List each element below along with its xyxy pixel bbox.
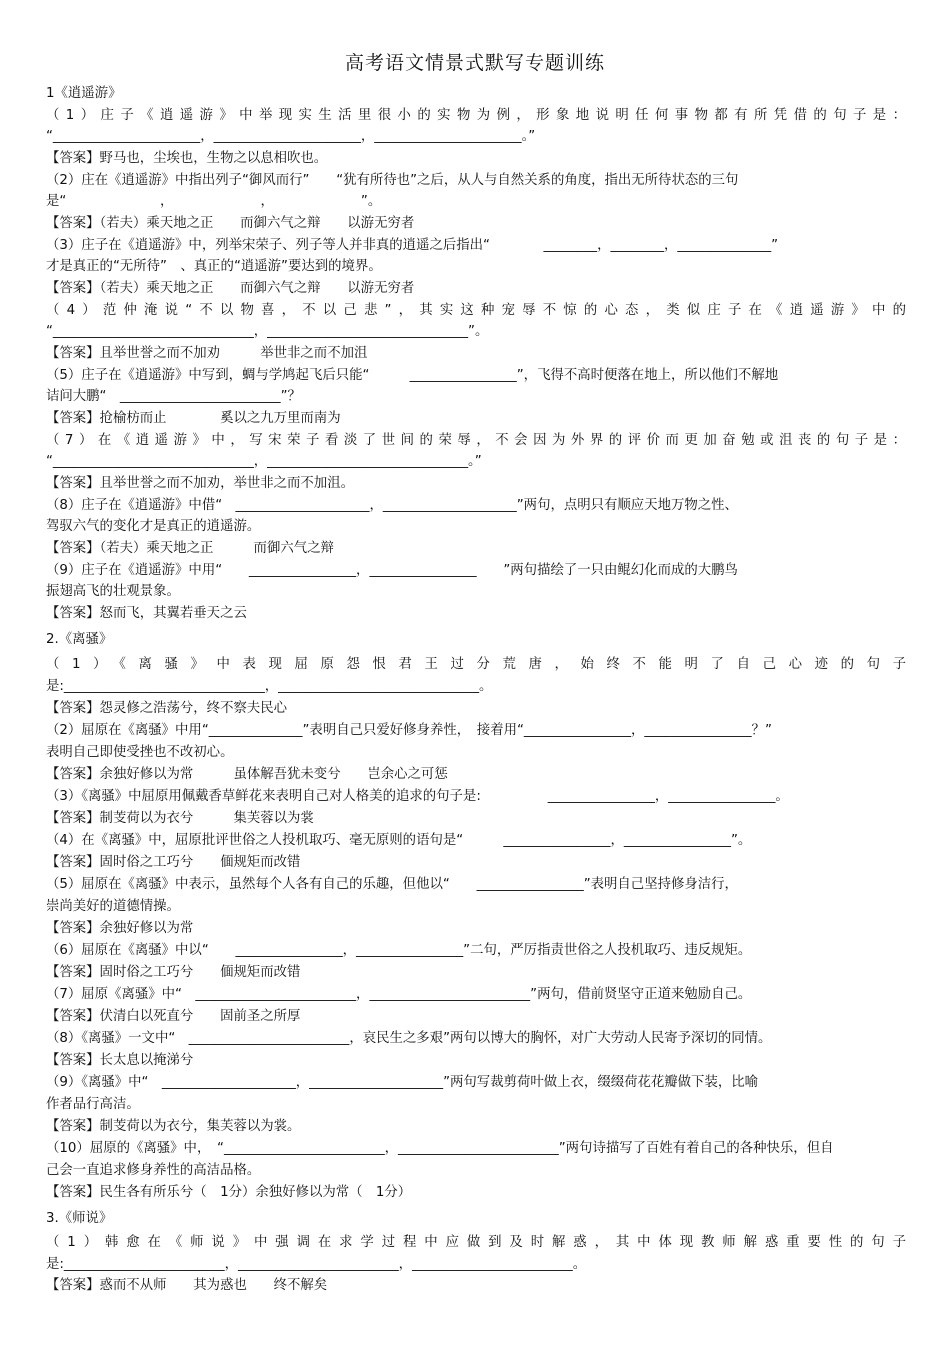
question-line: “______________________________，______________________________。” xyxy=(46,454,482,469)
question-line: 驾驭六气的变化才是真正的逍遥游。 xyxy=(46,519,261,534)
section-heading: 3.《师说》 xyxy=(46,1211,113,1226)
question-line: 表明自己即使受挫也不改初心。 xyxy=(46,745,234,760)
question-line: 是“ ， ， ”。 xyxy=(46,194,382,209)
question-line: （7）在《逍遥游》中，写宋荣子看淡了世间的荣辱，不会因为外界的评价而更加奋勉或沮丧的句子是： xyxy=(46,433,906,448)
question-line: （1）庄子《逍遥游》中举现实生活里很小的实物为例，形象地说明任何事物都有所凭借的句子是： xyxy=(46,108,906,123)
answer-line: 【答案】怨灵修之浩荡兮，终不察夫民心 xyxy=(46,701,288,716)
question-line: （6）屈原在《离骚》中以“ ________________，________________”二句，严厉指责世俗之人投机取巧、违反规矩。 xyxy=(46,943,752,958)
question-line: （3）《离骚》中屈原用佩戴香草鲜花来表明自己对人格美的追求的句子是: ________________，________________。 xyxy=(46,789,789,804)
question-line: （9）《离骚》中“ ____________________，____________________”两句写裁剪荷叶做上衣，缀缀荷花花瓣做下装，比喻 xyxy=(46,1075,759,1090)
answer-line: 【答案】且举世誉之而不加劝 举世非之而不加沮 xyxy=(46,346,368,361)
answer-line: 【答案】惑而不从师 其为惑也 终不解矣 xyxy=(46,1278,328,1293)
question-line: 崇尚美好的道德情操。 xyxy=(46,899,180,914)
answer-line: 【答案】余独好修以为常 xyxy=(46,921,194,936)
question-line: （8）《离骚》一文中“ ________________________，哀民生之多艰”两句以博大的胸怀，对广大劳动人民寄予深切的同情。 xyxy=(46,1031,772,1046)
question-line: 作者品行高洁。 xyxy=(46,1097,140,1112)
answer-line: 【答案】抢榆枋而止 奚以之九万里而南为 xyxy=(46,411,341,426)
question-line: 是:________________________，________________________，________________________。 xyxy=(46,1257,587,1272)
question-line: 是:______________________________，______________________________。 xyxy=(46,679,493,694)
question-line: 诘问大鹏“ ________________________”？ xyxy=(46,389,301,404)
page-title: 高考语文情景式默写专题训练 xyxy=(344,52,605,74)
question-line: （8）庄子在《逍遥游》中借“ ____________________，____________________”两句，点明只有顺应天地万物之性、 xyxy=(46,498,738,513)
answer-line: 【答案】制芰荷以为衣兮，集芙蓉以为裳。 xyxy=(46,1119,301,1134)
answer-line: 【答案】（若夫）乘天地之正 而御六气之辩 xyxy=(46,541,334,556)
answer-line: 【答案】长太息以掩涕兮 xyxy=(46,1053,194,1068)
question-line: 振翅高飞的壮观景象。 xyxy=(46,584,180,599)
question-line: （7）屈原《离骚》中“ ________________________，________________________”两句，借前贤坚守正道来勉励自己。 xyxy=(46,987,752,1002)
question-line: （1）韩愈在《师说》中强调在求学过程中应做到及时解惑，其中体现教师解惑重要性的句子 xyxy=(46,1235,906,1250)
answer-line: 【答案】固时俗之工巧兮 偭规矩而改错 xyxy=(46,965,301,980)
answer-line: 【答案】余独好修以为常 虽体解吾犹未变兮 岂余心之可惩 xyxy=(46,767,448,782)
answer-line: 【答案】制芰荷以为衣兮 集芙蓉以为裳 xyxy=(46,811,314,826)
question-line: （4）在《离骚》中，屈原批评世俗之人投机取巧、毫无原则的语句是“ ________________，________________”。 xyxy=(46,833,752,848)
question-line: （5）庄子在《逍遥游》中写到，蜩与学鸠起飞后只能“ ________________”，飞得不高时便落在地上，所以他们不解地 xyxy=(46,368,779,383)
question-line: （2）屈原在《离骚》中用“______________”表明自己只爱好修身养性， 接着用“________________，________________？” xyxy=(46,723,772,738)
answer-line: 【答案】且举世誉之而不加劝，举世非之而不加沮。 xyxy=(46,476,354,491)
answer-line: 【答案】（若夫）乘天地之正 而御六气之辩 以游无穷者 xyxy=(46,281,415,296)
question-line: （9）庄子在《逍遥游》中用“ ________________，________________ ”两句描绘了一只由鲲幻化而成的大鹏鸟 xyxy=(46,563,738,578)
question-line: （2）庄在《逍遥游》中指出列子“御风而行” “犹有所待也”之后，从人与自然关系的角度，指出无所待状态的三句 xyxy=(46,173,739,188)
answer-line: 【答案】民生各有所乐兮（ 1分）余独好修以为常（ 1分） xyxy=(46,1185,412,1200)
question-line: “______________________________，______________________________”。 xyxy=(46,324,489,339)
answer-line: 【答案】伏清白以死直兮 固前圣之所厚 xyxy=(46,1009,301,1024)
answer-line: 【答案】（若夫）乘天地之正 而御六气之辩 以游无穷者 xyxy=(46,216,415,231)
section-heading: 1《逍遥游》 xyxy=(46,86,122,101)
answer-line: 【答案】野马也，尘埃也，生物之以息相吹也。 xyxy=(46,151,328,166)
answer-line: 【答案】固时俗之工巧兮 偭规矩而改错 xyxy=(46,855,301,870)
question-line: （3）庄子在《逍遥游》中，列举宋荣子、列子等人并非真的逍遥之后指出“ ________，________，______________” xyxy=(46,238,779,253)
question-line: （5）屈原在《离骚》中表示，虽然每个人各有自己的乐趣，但他以“ ________________”表明自己坚持修身洁行， xyxy=(46,877,738,892)
question-line: 才是真正的“无所待” 、真正的“逍遥游”要达到的境界。 xyxy=(46,259,382,274)
answer-line: 【答案】怒而飞，其翼若垂天之云 xyxy=(46,606,247,621)
section-heading: 2.《离骚》 xyxy=(46,632,113,647)
question-line: （10）屈原的《离骚》中， “________________________，________________________”两句诗描写了百姓有着自己的各种快乐，但自 xyxy=(46,1141,834,1156)
question-line: 己会一直追求修身养性的高洁品格。 xyxy=(46,1163,261,1178)
question-line: （1）《离骚》中表现屈原怨恨君王过分荒唐，始终不能明了自己心迹的句子 xyxy=(46,657,906,672)
question-line: （4）范仲淹说“不以物喜，不以己悲”，其实这种宠辱不惊的心态，类似庄子在《逍遥游》中的 xyxy=(46,303,906,318)
question-line: “______________________，______________________，______________________。” xyxy=(46,129,536,144)
